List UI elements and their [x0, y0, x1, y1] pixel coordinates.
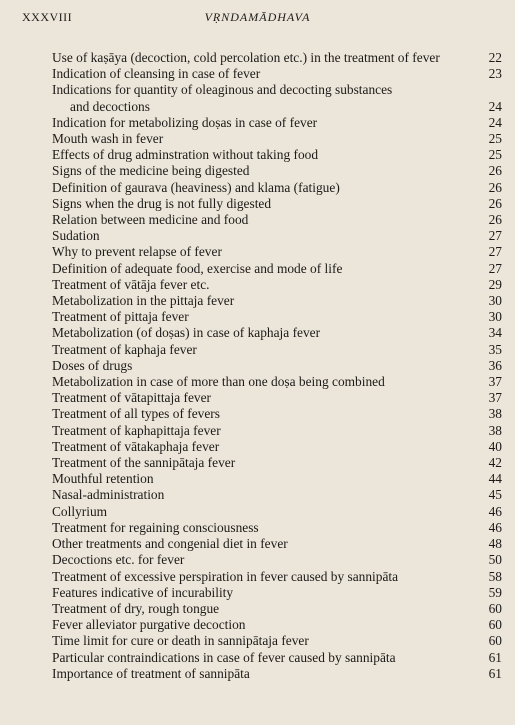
toc-entry-page: 30	[488, 293, 502, 309]
toc-entry-page: 26	[488, 195, 502, 211]
toc-entry	[52, 455, 502, 471]
toc-entry-title: Features indicative of incurability	[52, 584, 234, 600]
toc-entry-title	[52, 82, 480, 114]
toc-entry	[52, 406, 502, 422]
toc-entry	[52, 471, 502, 487]
toc-entry-page: 61	[488, 649, 502, 665]
toc-entry	[52, 617, 502, 633]
toc-entry-page: 37	[488, 374, 502, 390]
toc-entry-title: Effects of drug adminstration without taking food	[52, 147, 319, 163]
toc-entry-title: Time limit for cure or death in sannipātaja fever	[52, 633, 309, 649]
toc-entry-page: 25	[488, 131, 502, 147]
toc-entry-title: Indication of cleansing in case of fever	[52, 66, 261, 82]
toc-entry	[52, 358, 502, 374]
toc-entry	[52, 601, 502, 617]
toc-entry-title: Relation between medicine and food	[52, 212, 249, 228]
toc-entry	[52, 261, 502, 277]
toc-entry-title: Treatment of excessive perspiration in fever caused by sannipāta	[52, 568, 399, 584]
toc-entry-page: 26	[488, 212, 502, 228]
toc-entry-title: Nasal-administration	[52, 487, 165, 503]
toc-entry-title: Treatment of all types of fevers	[52, 406, 220, 422]
toc-entry	[52, 666, 502, 682]
toc-entry-title: Treatment of the sannipātaja fever	[52, 455, 236, 471]
toc-entry-title: Particular contraindications in case of fever caused by sannipāta	[52, 649, 396, 665]
toc-entry-page: 48	[488, 536, 502, 552]
toc-entry	[52, 66, 502, 82]
toc-entry	[52, 342, 502, 358]
toc-entry	[52, 552, 502, 568]
toc-entry-title: Treatment of dry, rough tongue	[52, 600, 220, 616]
toc-entry-page: 35	[488, 341, 502, 357]
toc-entry-page: 60	[488, 600, 502, 616]
page-number: XXXVIII	[22, 10, 73, 24]
toc-entry-title-continuation: and decoctions	[70, 98, 150, 114]
toc-entry	[52, 650, 502, 666]
table-of-contents	[52, 50, 502, 682]
page-header	[0, 10, 515, 30]
toc-entry-page: 61	[488, 665, 502, 681]
toc-entry-title: Treatment of vātapittaja fever	[52, 390, 212, 406]
toc-entry	[52, 325, 502, 341]
toc-entry-page: 60	[488, 633, 502, 649]
toc-entry-page: 36	[488, 357, 502, 373]
toc-entry	[52, 196, 502, 212]
toc-entry-title: Decoctions etc. for fever	[52, 552, 185, 568]
toc-entry	[52, 569, 502, 585]
toc-entry-page: 29	[488, 276, 502, 292]
toc-entry-title: Treatment of vātāja fever etc.	[52, 276, 210, 292]
toc-entry	[52, 585, 502, 601]
toc-entry-page: 38	[488, 422, 502, 438]
toc-entry-page: 46	[488, 519, 502, 535]
toc-entry	[52, 309, 502, 325]
toc-entry-title: Treatment for regaining consciousness	[52, 519, 259, 535]
toc-entry	[52, 82, 502, 114]
toc-entry-title: Collyrium	[52, 503, 108, 519]
toc-entry	[52, 487, 502, 503]
toc-entry-title: Mouth wash in fever	[52, 131, 164, 147]
toc-entry-title: Treatment of vātakaphaja fever	[52, 438, 220, 454]
toc-entry-title: Definition of adequate food, exercise and mode of life	[52, 260, 343, 276]
toc-entry	[52, 147, 502, 163]
toc-entry-page: 60	[488, 617, 502, 633]
toc-entry	[52, 212, 502, 228]
toc-entry	[52, 277, 502, 293]
toc-entry-title: Treatment of pittaja fever	[52, 309, 189, 325]
toc-entry-title: Doses of drugs	[52, 357, 133, 373]
toc-entry-title: Metabolization in case of more than one doṣa being combined	[52, 374, 385, 390]
toc-entry-page: 58	[488, 568, 502, 584]
toc-entry-page: 22	[488, 50, 502, 65]
toc-entry	[52, 536, 502, 552]
toc-entry	[52, 180, 502, 196]
toc-entry	[52, 228, 502, 244]
toc-entry-page: 44	[488, 471, 502, 487]
toc-entry-title: Metabolization in the pittaja fever	[52, 293, 235, 309]
toc-entry-title: Importance of treatment of sannipāta	[52, 665, 250, 681]
toc-entry-title: Treatment of kaphaja fever	[52, 341, 197, 357]
toc-entry	[52, 163, 502, 179]
toc-entry-page: 34	[488, 325, 502, 341]
toc-entry	[52, 390, 502, 406]
toc-entry-title: Sudation	[52, 228, 100, 244]
toc-entry-page: 27	[488, 244, 502, 260]
toc-entry-page: 30	[488, 309, 502, 325]
toc-entry-title: Definition of gaurava (heaviness) and klama (fatigue)	[52, 179, 340, 195]
toc-entry	[52, 244, 502, 260]
toc-entry-page: 50	[488, 552, 502, 568]
toc-entry-title: Other treatments and congenial diet in fever	[52, 536, 288, 552]
toc-entry-title: Fever alleviator purgative decoction	[52, 617, 246, 633]
toc-entry	[52, 50, 502, 66]
toc-entry-title: Metabolization (of doṣas) in case of kaphaja fever	[52, 325, 321, 341]
toc-entry-page: 24	[488, 98, 502, 114]
running-title: VṚNDAMĀDHAVA	[204, 10, 311, 24]
toc-entry-title: Why to prevent relapse of fever	[52, 244, 222, 260]
toc-entry	[52, 439, 502, 455]
toc-entry-page: 59	[488, 584, 502, 600]
toc-entry-page: 25	[488, 147, 502, 163]
toc-entry-title: Signs when the drug is not fully digested	[52, 195, 272, 211]
toc-entry	[52, 115, 502, 131]
toc-entry-title: Mouthful retention	[52, 471, 154, 487]
toc-entry-page: 40	[488, 438, 502, 454]
toc-entry	[52, 423, 502, 439]
toc-entry	[52, 131, 502, 147]
toc-entry-page: 46	[488, 503, 502, 519]
toc-entry-title-line: Indications for quantity of oleaginous and decocting substances	[52, 82, 393, 98]
toc-entry	[52, 633, 502, 649]
toc-entry-page: 45	[488, 487, 502, 503]
toc-entry-page: 23	[488, 66, 502, 82]
toc-entry-page: 26	[488, 179, 502, 195]
toc-entry-page: 26	[488, 163, 502, 179]
toc-entry-title: Treatment of kaphapittaja fever	[52, 422, 221, 438]
toc-entry	[52, 374, 502, 390]
toc-entry-title: Indication for metabolizing doṣas in case of fever	[52, 114, 318, 130]
toc-entry	[52, 293, 502, 309]
toc-entry-page: 37	[488, 390, 502, 406]
toc-entry	[52, 520, 502, 536]
toc-entry-page: 27	[488, 260, 502, 276]
toc-entry-page: 24	[488, 114, 502, 130]
toc-entry-page: 27	[488, 228, 502, 244]
toc-entry-title: Signs of the medicine being digested	[52, 163, 250, 179]
toc-entry-page: 42	[488, 455, 502, 471]
toc-entry-title: Use of kaṣāya (decoction, cold percolation etc.) in the treatment of fever	[52, 50, 440, 65]
toc-entry	[52, 504, 502, 520]
toc-entry-page: 38	[488, 406, 502, 422]
